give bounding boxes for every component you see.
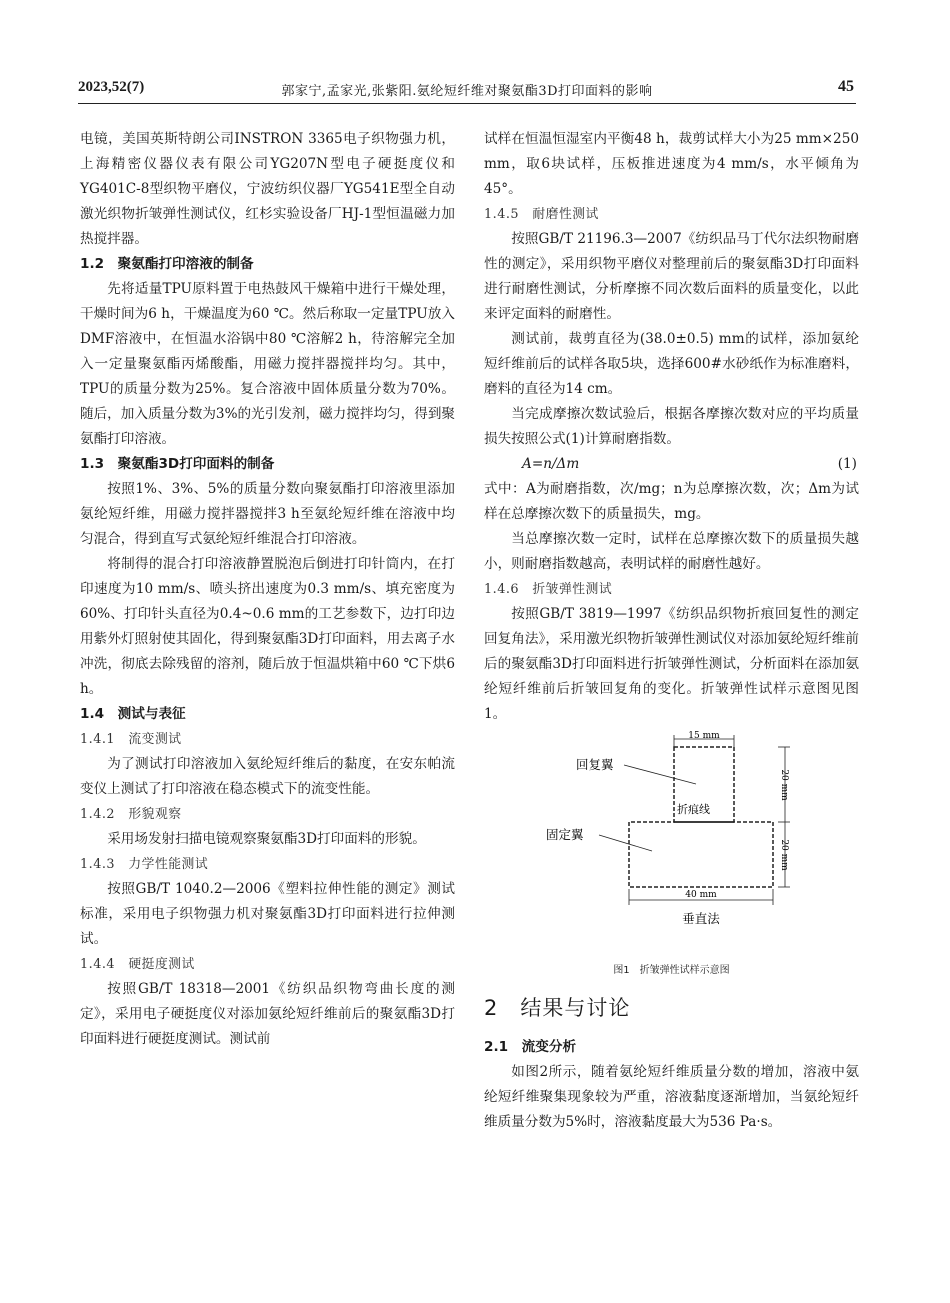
dim-top: 15 mm: [688, 731, 720, 741]
label-method: 垂直法: [682, 911, 720, 926]
subsection-heading: 1.4.5 耐磨性测试: [484, 207, 599, 222]
subsection-heading: 1.4.2 形貌观察: [80, 807, 182, 822]
subsection-heading: 1.4.3 力学性能测试: [80, 857, 209, 872]
chapter-heading: 2 结果与讨论: [484, 996, 631, 1020]
specimen-diagram: [484, 729, 859, 959]
subsection-heading: 1.4.4 硬挺度测试: [80, 957, 195, 972]
paragraph: 如图2所示，随着氨纶短纤维质量分数的增加，溶液中氨纶短纤维聚集现象较为严重，溶液黏度逐渐增加，当氨纶短纤维质量分数为5%时，溶液黏度最大为536 Pa·s。: [484, 1064, 859, 1130]
right-column: [484, 127, 859, 1135]
running-header: [78, 75, 856, 104]
leader-line: [599, 835, 652, 851]
dim-right-upper: 20 mm: [779, 769, 789, 801]
figure-caption: 图1 折皱弹性试样示意图: [613, 965, 730, 976]
paragraph: 式中：A为耐磨指数，次/mg；n为总摩擦次数，次；Δm为试样在总摩擦次数下的质量损失，mg。: [484, 481, 859, 522]
paragraph: 按照1%、3%、5%的质量分数向聚氨酯打印溶液里添加氨纶短纤维，用磁力搅拌器搅拌3 h至氨纶短纤维在溶液中均匀混合，得到直写式氨纶短纤维混合打印溶液。: [80, 481, 455, 547]
subsection-heading: 1.4.6 折皱弹性测试: [484, 582, 613, 597]
section-heading: 1.3 聚氨酯3D打印面料的制备: [80, 456, 275, 472]
paragraph: 当总摩擦次数一定时，试样在总摩擦次数下的质量损失越小，则耐磨指数越高，表明试样的耐磨性越好。: [484, 531, 859, 572]
dim-bottom: 40 mm: [685, 890, 717, 900]
subsection-heading: 1.4.1 流变测试: [80, 732, 182, 747]
section-heading: 1.4 测试与表征: [80, 706, 186, 722]
section-heading: 1.2 聚氨酯打印溶液的制备: [80, 256, 254, 272]
label-fold-line: 折痕线: [677, 803, 710, 816]
paragraph: 将制得的混合打印溶液静置脱泡后倒进打印针筒内，在打印速度为10 mm/s、喷头挤出速度为0.3 mm/s、填充密度为60%、打印针头直径为0.4~0.6 mm的工艺参数下，边打印边用紫外灯照射使其固化，得到聚氨酯3D打印面料，用去离子水冲洗，彻底去除残留的溶剂，随后放于恒温烘箱中60 ℃下烘6 h。: [80, 556, 455, 697]
dim-right-lower: 20 mm: [779, 839, 789, 871]
label-recovery-wing: 回复翼: [576, 757, 614, 772]
label-fixed-wing: 固定翼: [546, 827, 584, 842]
issue-label: 2023,52(7): [78, 79, 145, 95]
equation-1: [484, 452, 859, 477]
paragraph: 采用场发射扫描电镜观察聚氨酯3D打印面料的形貌。: [107, 831, 426, 847]
section-heading: 2.1 流变分析: [484, 1039, 577, 1055]
running-title: 郭家宁,孟家光,张紫阳.氨纶短纤维对聚氨酯3D打印面料的影响: [281, 84, 653, 99]
paragraph: 按照GB/T 21196.3—2007《纺织品马丁代尔法织物耐磨性的测定》，采用织物平磨仪对整理前后的聚氨酯3D打印面料进行耐磨性测试，分析摩擦不同次数后面料的质量变化，以此来评定面料的耐磨性。: [484, 231, 859, 322]
page-number: 45: [838, 78, 854, 95]
figure-1: [484, 729, 859, 959]
left-column: [80, 127, 455, 1052]
paragraph: 测试前，裁剪直径为(38.0±0.5) mm的试样，添加氨纶短纤维前后的试样各取5块，选择600#水砂纸作为标准磨料，磨料的直径为14 cm。: [484, 331, 859, 397]
paragraph: 试样在恒温恒湿室内平衡48 h，裁剪试样大小为25 mm×250 mm，取6块试样，压板推进速度为4 mm/s，水平倾角为45°。: [484, 131, 859, 197]
paragraph: 先将适量TPU原料置于电热鼓风干燥箱中进行干燥处理，干燥时间为6 h，干燥温度为60 ℃。然后称取一定量TPU放入DMF溶液中，在恒温水浴锅中80 ℃溶解2 h，待溶解完全加入一定量聚氨酯丙烯酸酯，用磁力搅拌器搅拌均匀。其中，TPU的质量分数为25%。复合溶液中固体质量分数为70%。随后，加入质量分数为3%的光引发剂，磁力搅拌均匀，得到聚氨酯打印溶液。: [80, 281, 456, 447]
equation-number: (1): [837, 456, 857, 472]
equation-text: A=n/Δm: [522, 456, 580, 472]
paragraph: 当完成摩擦次数试验后，根据各摩擦次数对应的平均质量损失按照公式(1)计算耐磨指数。: [484, 406, 859, 447]
leader-line: [624, 765, 696, 784]
paragraph: 为了测试打印溶液加入氨纶短纤维后的黏度，在安东帕流变仪上测试了打印溶液在稳态模式下的流变性能。: [80, 756, 455, 797]
paragraph: 按照GB/T 3819—1997《纺织品织物折痕回复性的测定回复角法》，采用激光织物折皱弹性测试仪对添加氨纶短纤维前后的聚氨酯3D打印面料进行折皱弹性测试，分析面料在添加氨纶短纤维前后折皱回复角的变化。折皱弹性试样示意图见图1。: [484, 606, 859, 722]
paragraph: 按照GB/T 1040.2—2006《塑料拉伸性能的测定》测试标准，采用电子织物强力机对聚氨酯3D打印面料进行拉伸测试。: [80, 881, 455, 947]
specimen-outline: [629, 747, 773, 887]
paragraph: 电镜，美国英斯特朗公司INSTRON 3365电子织物强力机，上海精密仪器仪表有限公司YG207N型电子硬挺度仪和YG401C-8型织物平磨仪，宁波纺织仪器厂YG541E型全自动激光织物折皱弹性测试仪，红杉实验设备厂HJ-1型恒温磁力加热搅拌器。: [80, 131, 455, 247]
paragraph: 按照GB/T 18318—2001《纺织品织物弯曲长度的测定》，采用电子硬挺度仪对添加氨纶短纤维前后的聚氨酯3D打印面料进行硬挺度测试。测试前: [80, 981, 455, 1047]
